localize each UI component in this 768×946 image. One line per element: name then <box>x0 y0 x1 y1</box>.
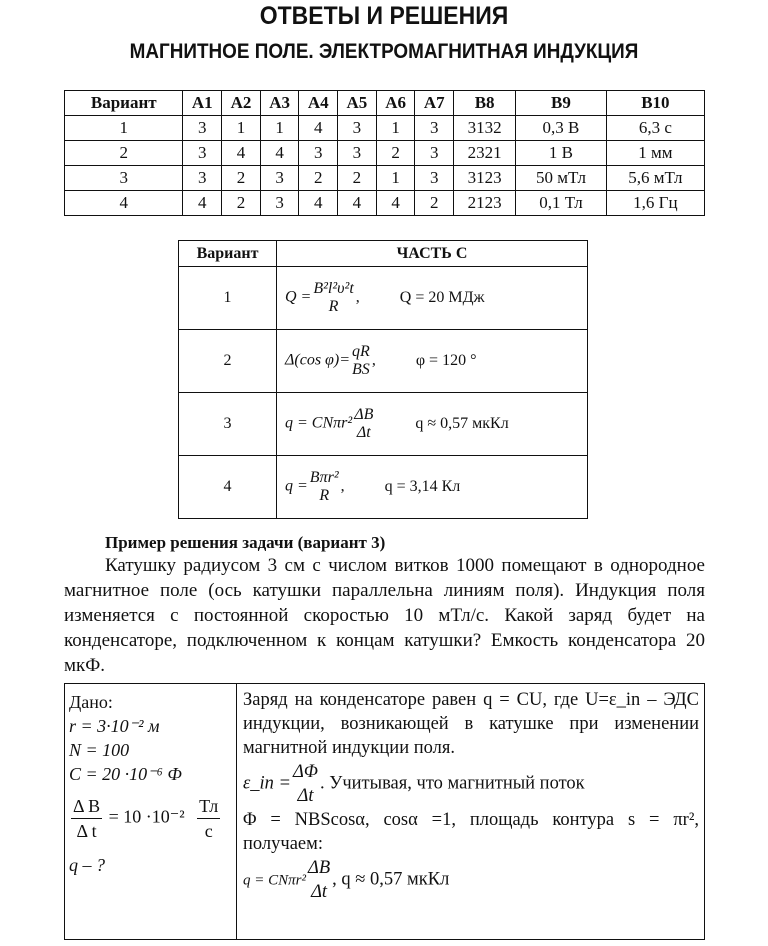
answer-cell: 1 <box>222 116 261 141</box>
answer-cell: 2 <box>338 166 377 191</box>
page-title: ОТВЕТЫ И РЕШЕНИЯ <box>259 2 509 30</box>
answers-header: B9 <box>516 91 607 116</box>
formula-lhs: Q = <box>285 288 312 306</box>
formula-result: q = 3,14 Кл <box>384 477 461 495</box>
table-row <box>179 393 588 456</box>
emf-num: ΔΦ <box>293 762 318 782</box>
formula-num: Bπr² <box>309 469 339 486</box>
answer-cell: 1 <box>376 166 415 191</box>
given-label: Дано: <box>69 692 113 712</box>
final-num: ΔB <box>307 858 331 878</box>
answers-header: A6 <box>376 91 415 116</box>
page-subtitle: МАГНИТНОЕ ПОЛЕ. ЭЛЕКТРОМАГНИТНАЯ ИНДУКЦИЯ <box>129 40 639 63</box>
answer-cell: 3123 <box>454 166 516 191</box>
answer-cell: 4 <box>183 191 222 216</box>
formula-tail: , <box>355 288 360 306</box>
emf-den: Δt <box>297 786 314 806</box>
answer-cell: 3 <box>260 191 299 216</box>
answer-cell: 4 <box>65 191 183 216</box>
answers-header: A1 <box>183 91 222 116</box>
variant-cell: 4 <box>179 456 277 519</box>
final-den: Δt <box>311 882 328 902</box>
unit-num: Тл <box>197 794 220 819</box>
answers-header: A2 <box>222 91 261 116</box>
answer-cell: 3 <box>415 166 454 191</box>
formula-tail: , <box>340 477 345 495</box>
formula-tail: , <box>371 351 376 369</box>
table-row <box>65 141 705 166</box>
emf-formula <box>243 760 699 808</box>
formula-lhs: Δ(cos φ)= <box>285 351 351 369</box>
answer-cell: 1 <box>65 116 183 141</box>
solution-line-1: Заряд на конденсаторе равен q = CU, где U=ε_in – ЭДС индукции, возникающей в катушке при изменении магнитной индукции поля. <box>243 690 699 758</box>
formula-cell <box>277 330 588 393</box>
final-lhs: q = CNπr² <box>243 872 306 889</box>
answers-header: A4 <box>299 91 338 116</box>
formula-den: Δt <box>356 424 371 441</box>
answer-cell: 0,3 В <box>516 116 607 141</box>
final-formula <box>243 856 699 904</box>
formula-num: qR <box>352 343 370 360</box>
formula-cell <box>277 456 588 519</box>
table-row <box>179 330 588 393</box>
answer-cell: 3132 <box>454 116 516 141</box>
answer-cell: 0,1 Тл <box>516 191 607 216</box>
answer-cell: 2123 <box>454 191 516 216</box>
answers-header: B8 <box>454 91 516 116</box>
answer-cell: 2 <box>65 141 183 166</box>
formula-num: ΔB <box>354 406 374 423</box>
solution-box <box>64 683 705 940</box>
given-n: N = 100 <box>69 740 130 760</box>
given-r: r = 3·10⁻² м <box>69 716 160 736</box>
answers-header: A3 <box>260 91 299 116</box>
answer-cell: 1 <box>376 116 415 141</box>
answer-cell: 1 В <box>516 141 607 166</box>
answer-cell: 2 <box>222 166 261 191</box>
answer-cell: 1,6 Гц <box>606 191 704 216</box>
rate-den: Δ t <box>76 821 97 841</box>
formula-cell <box>277 267 588 330</box>
formula-num: B²l²υ²t <box>313 280 354 297</box>
table-row <box>179 267 588 330</box>
formula-lhs: q = <box>285 477 308 495</box>
answers-header: Вариант <box>65 91 183 116</box>
answer-cell: 3 <box>183 166 222 191</box>
answer-cell: 4 <box>376 191 415 216</box>
table-row <box>65 166 705 191</box>
variant-cell: 1 <box>179 267 277 330</box>
formula-den: BS <box>352 361 370 378</box>
table-row <box>65 191 705 216</box>
answer-cell: 1 мм <box>606 141 704 166</box>
formula-den: R <box>328 298 339 315</box>
header-part-c: ЧАСТЬ С <box>277 241 588 267</box>
example-text: Катушку радиусом 3 см с числом витков 1000 помещают в однородное магнитное поле (ось катушки параллельна линиям поля). Индукция поля изменяется с постоянной скоростью 10 мТл/с. Какой заряд будет на конденсаторе, подключенном к концам катушки? Емкость конденсатора 20 мкФ. <box>64 555 705 676</box>
answer-cell: 3 <box>299 141 338 166</box>
table-row <box>179 456 588 519</box>
answer-cell: 3 <box>183 141 222 166</box>
given-c: C = 20 ·10⁻⁶ Ф <box>69 764 182 784</box>
answer-cell: 3 <box>183 116 222 141</box>
answer-cell: 3 <box>415 116 454 141</box>
answer-cell: 2 <box>222 191 261 216</box>
example-heading: Пример решения задачи (вариант 3) <box>105 533 386 552</box>
answer-cell: 2 <box>376 141 415 166</box>
answer-cell: 5,6 мТл <box>606 166 704 191</box>
answer-cell: 3 <box>338 141 377 166</box>
answer-cell: 4 <box>260 141 299 166</box>
solution-text <box>243 688 699 904</box>
answer-cell: 2 <box>415 191 454 216</box>
answer-cell: 2321 <box>454 141 516 166</box>
answer-cell: 50 мТл <box>516 166 607 191</box>
answers-header: B10 <box>606 91 704 116</box>
given-find: q – ? <box>69 855 105 875</box>
answer-cell: 6,3 с <box>606 116 704 141</box>
formula-lhs: q = CNπr² <box>285 414 353 432</box>
formula-den: R <box>319 487 330 504</box>
answer-cell: 2 <box>299 166 338 191</box>
formula-result: q ≈ 0,57 мкКл <box>415 414 509 432</box>
solution-line-2: . Учитывая, что магнитный поток <box>320 773 585 794</box>
solution-line-3: Φ = NBScosα, cosα =1, площадь контура s = πr², получаем: <box>243 810 699 854</box>
answer-cell: 4 <box>338 191 377 216</box>
answer-cell: 4 <box>222 141 261 166</box>
answer-cell: 3 <box>65 166 183 191</box>
formula-result: φ = 120 ° <box>415 351 477 369</box>
rate-value: = 10 ·10⁻² <box>108 806 185 827</box>
answers-header: A5 <box>338 91 377 116</box>
rate-num: Δ B <box>71 794 102 819</box>
emf-lhs: ε_in = <box>243 773 292 794</box>
part-c-table <box>178 240 588 519</box>
final-result: , q ≈ 0,57 мкКл <box>332 869 450 890</box>
answer-cell: 4 <box>299 116 338 141</box>
header-variant: Вариант <box>179 241 277 267</box>
answer-cell: 3 <box>415 141 454 166</box>
formula-cell <box>277 393 588 456</box>
table-row <box>65 116 705 141</box>
answer-cell: 4 <box>299 191 338 216</box>
answer-cell: 3 <box>260 166 299 191</box>
variant-cell: 2 <box>179 330 277 393</box>
variant-cell: 3 <box>179 393 277 456</box>
unit-den: с <box>204 821 213 841</box>
formula-result: Q = 20 МДж <box>399 288 485 306</box>
answers-table <box>64 90 705 216</box>
given-section <box>65 684 237 939</box>
given-rate <box>69 794 236 843</box>
answers-header: A7 <box>415 91 454 116</box>
answer-cell: 3 <box>338 116 377 141</box>
answer-cell: 1 <box>260 116 299 141</box>
